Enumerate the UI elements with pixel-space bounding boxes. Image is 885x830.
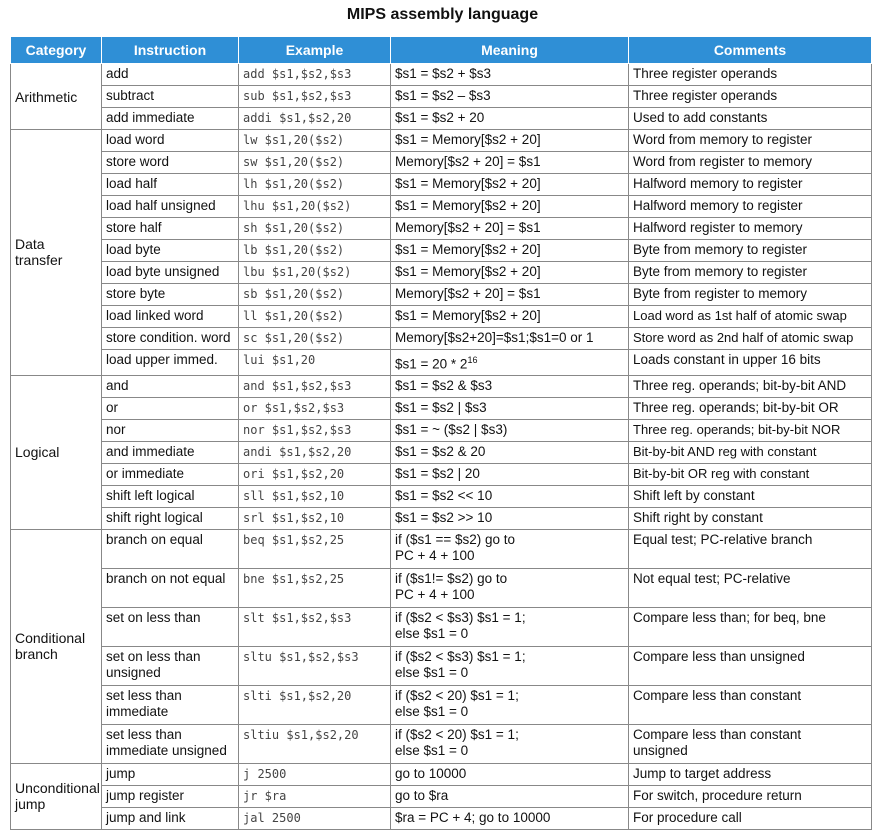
table-row	[11, 196, 872, 218]
example-cell: and $s1,$s2,$s3	[239, 375, 391, 397]
example-cell: sltiu $s1,$s2,20	[239, 724, 391, 763]
comment-cell: Halfword memory to register	[629, 196, 872, 218]
category-cell: Logical	[11, 375, 102, 529]
meaning-cell: Memory[$s2 + 20] = $s1	[391, 284, 629, 306]
meaning-cell: Memory[$s2+20]=$s1;$s1=0 or 1	[391, 328, 629, 350]
instruction-cell: subtract	[102, 86, 239, 108]
meaning-cell: $s1 = $s2 << 10	[391, 485, 629, 507]
example-cell: sh $s1,20($s2)	[239, 218, 391, 240]
table-row	[11, 646, 872, 685]
meaning-text: $s1 = 20 * 2	[395, 356, 468, 372]
comment-cell: Compare less than; for beq, bne	[629, 607, 872, 646]
example-cell: j 2500	[239, 763, 391, 785]
meaning-cell: $s1 = $s2 & 20	[391, 441, 629, 463]
comment-cell: Three register operands	[629, 86, 872, 108]
meaning-cell	[391, 350, 629, 376]
header-meaning: Meaning	[391, 37, 629, 64]
instruction-cell: load word	[102, 130, 239, 152]
comment-cell: Three reg. operands; bit-by-bit OR	[629, 397, 872, 419]
category-cell: Arithmetic	[11, 64, 102, 130]
meaning-cell: $s1 = $s2 – $s3	[391, 86, 629, 108]
header-category: Category	[11, 37, 102, 64]
table-row	[11, 463, 872, 485]
example-cell: jal 2500	[239, 807, 391, 829]
table-body	[11, 64, 872, 830]
table-row	[11, 350, 872, 376]
comment-cell: Compare less than unsigned	[629, 646, 872, 685]
comment-cell: Compare less than constant	[629, 685, 872, 724]
example-cell: andi $s1,$s2,20	[239, 441, 391, 463]
comment-cell: Used to add constants	[629, 108, 872, 130]
example-cell: sltu $s1,$s2,$s3	[239, 646, 391, 685]
comment-cell: Bit-by-bit OR reg with constant	[629, 463, 872, 485]
instruction-cell: shift left logical	[102, 485, 239, 507]
example-cell: lh $s1,20($s2)	[239, 174, 391, 196]
table-row	[11, 397, 872, 419]
instruction-cell: nor	[102, 419, 239, 441]
table-row	[11, 86, 872, 108]
mips-instruction-table	[10, 36, 872, 830]
table-row	[11, 419, 872, 441]
instruction-cell: and immediate	[102, 441, 239, 463]
example-cell: sw $s1,20($s2)	[239, 152, 391, 174]
meaning-cell: $s1 = Memory[$s2 + 20]	[391, 196, 629, 218]
instruction-cell: load half unsigned	[102, 196, 239, 218]
comment-cell: Load word as 1st half of atomic swap	[629, 306, 872, 328]
example-cell: bne $s1,$s2,25	[239, 568, 391, 607]
comment-cell: Store word as 2nd half of atomic swap	[629, 328, 872, 350]
meaning-cell: go to $ra	[391, 785, 629, 807]
example-cell: nor $s1,$s2,$s3	[239, 419, 391, 441]
example-cell: sll $s1,$s2,10	[239, 485, 391, 507]
comment-cell: Shift left by constant	[629, 485, 872, 507]
comment-cell: Byte from memory to register	[629, 240, 872, 262]
comment-cell: Bit-by-bit AND reg with constant	[629, 441, 872, 463]
comment-cell: Word from register to memory	[629, 152, 872, 174]
table-row	[11, 218, 872, 240]
meaning-cell: $s1 = Memory[$s2 + 20]	[391, 174, 629, 196]
instruction-cell: store half	[102, 218, 239, 240]
instruction-cell: jump register	[102, 785, 239, 807]
example-cell: sb $s1,20($s2)	[239, 284, 391, 306]
instruction-cell: branch on equal	[102, 529, 239, 568]
comment-cell: Equal test; PC-relative branch	[629, 529, 872, 568]
table-row	[11, 152, 872, 174]
comment-cell: Not equal test; PC-relative	[629, 568, 872, 607]
instruction-cell: load upper immed.	[102, 350, 239, 376]
instruction-cell: shift right logical	[102, 507, 239, 529]
comment-cell: Byte from memory to register	[629, 262, 872, 284]
table-row	[11, 724, 872, 763]
meaning-cell: $s1 = Memory[$s2 + 20]	[391, 240, 629, 262]
meaning-cell: $s1 = Memory[$s2 + 20]	[391, 262, 629, 284]
comment-cell: Byte from register to memory	[629, 284, 872, 306]
instruction-cell: store condition. word	[102, 328, 239, 350]
instruction-cell: jump and link	[102, 807, 239, 829]
table-row	[11, 174, 872, 196]
table-row	[11, 441, 872, 463]
table-row	[11, 785, 872, 807]
category-cell: Conditional branch	[11, 529, 102, 763]
meaning-cell: $s1 = $s2 & $s3	[391, 375, 629, 397]
table-row	[11, 507, 872, 529]
example-cell: slti $s1,$s2,20	[239, 685, 391, 724]
comment-cell: Halfword register to memory	[629, 218, 872, 240]
example-cell: beq $s1,$s2,25	[239, 529, 391, 568]
instruction-cell: and	[102, 375, 239, 397]
instruction-cell: set less than immediate	[102, 685, 239, 724]
instruction-cell: add immediate	[102, 108, 239, 130]
header-example: Example	[239, 37, 391, 64]
example-cell: srl $s1,$s2,10	[239, 507, 391, 529]
comment-cell: Loads constant in upper 16 bits	[629, 350, 872, 376]
header-instruction: Instruction	[102, 37, 239, 64]
meaning-cell: Memory[$s2 + 20] = $s1	[391, 218, 629, 240]
example-cell: jr $ra	[239, 785, 391, 807]
table-row	[11, 328, 872, 350]
table-row	[11, 485, 872, 507]
instruction-cell: set less than immediate unsigned	[102, 724, 239, 763]
comment-cell: Three reg. operands; bit-by-bit NOR	[629, 419, 872, 441]
comment-cell: Halfword memory to register	[629, 174, 872, 196]
meaning-cell: if ($s2 < 20) $s1 = 1; else $s1 = 0	[391, 685, 629, 724]
table-row	[11, 568, 872, 607]
example-cell: or $s1,$s2,$s3	[239, 397, 391, 419]
meaning-cell: $s1 = Memory[$s2 + 20]	[391, 130, 629, 152]
meaning-cell: if ($s1!= $s2) go to PC + 4 + 100	[391, 568, 629, 607]
table-row	[11, 262, 872, 284]
table-row	[11, 375, 872, 397]
instruction-cell: load linked word	[102, 306, 239, 328]
comment-cell: Three register operands	[629, 64, 872, 86]
meaning-cell: $s1 = $s2 + 20	[391, 108, 629, 130]
example-cell: lui $s1,20	[239, 350, 391, 376]
instruction-cell: load byte	[102, 240, 239, 262]
meaning-cell: if ($s1 == $s2) go to PC + 4 + 100	[391, 529, 629, 568]
header-row	[11, 37, 872, 64]
example-cell: lbu $s1,20($s2)	[239, 262, 391, 284]
meaning-cell: if ($s2 < $s3) $s1 = 1; else $s1 = 0	[391, 607, 629, 646]
comment-cell: For switch, procedure return	[629, 785, 872, 807]
table-row	[11, 529, 872, 568]
table-row	[11, 807, 872, 829]
meaning-cell: Memory[$s2 + 20] = $s1	[391, 152, 629, 174]
comment-cell: Shift right by constant	[629, 507, 872, 529]
table-row	[11, 284, 872, 306]
instruction-cell: load half	[102, 174, 239, 196]
comment-cell: Jump to target address	[629, 763, 872, 785]
comment-cell: Word from memory to register	[629, 130, 872, 152]
example-cell: sub $s1,$s2,$s3	[239, 86, 391, 108]
meaning-cell: if ($s2 < 20) $s1 = 1; else $s1 = 0	[391, 724, 629, 763]
table-row	[11, 685, 872, 724]
comment-cell: For procedure call	[629, 807, 872, 829]
meaning-cell: $s1 = $s2 | 20	[391, 463, 629, 485]
table-row	[11, 763, 872, 785]
instruction-cell: add	[102, 64, 239, 86]
instruction-cell: or immediate	[102, 463, 239, 485]
comment-cell: Compare less than constant unsigned	[629, 724, 872, 763]
example-cell: addi $s1,$s2,20	[239, 108, 391, 130]
example-cell: add $s1,$s2,$s3	[239, 64, 391, 86]
table-row	[11, 607, 872, 646]
meaning-cell: $s1 = Memory[$s2 + 20]	[391, 306, 629, 328]
category-cell: Unconditional jump	[11, 763, 102, 829]
table-row	[11, 306, 872, 328]
header-comments: Comments	[629, 37, 872, 64]
example-cell: ll $s1,20($s2)	[239, 306, 391, 328]
meaning-exponent: 16	[467, 355, 478, 365]
example-cell: ori $s1,$s2,20	[239, 463, 391, 485]
meaning-cell: $s1 = ~ ($s2 | $s3)	[391, 419, 629, 441]
instruction-cell: or	[102, 397, 239, 419]
example-cell: lb $s1,20($s2)	[239, 240, 391, 262]
table-row	[11, 130, 872, 152]
table-row	[11, 240, 872, 262]
meaning-cell: $s1 = $s2 | $s3	[391, 397, 629, 419]
meaning-cell: $s1 = $s2 + $s3	[391, 64, 629, 86]
instruction-cell: jump	[102, 763, 239, 785]
category-cell: Data transfer	[11, 130, 102, 376]
example-cell: lw $s1,20($s2)	[239, 130, 391, 152]
instruction-cell: set on less than unsigned	[102, 646, 239, 685]
example-cell: slt $s1,$s2,$s3	[239, 607, 391, 646]
comment-cell: Three reg. operands; bit-by-bit AND	[629, 375, 872, 397]
table-row	[11, 108, 872, 130]
instruction-cell: load byte unsigned	[102, 262, 239, 284]
instruction-cell: store byte	[102, 284, 239, 306]
table-row	[11, 64, 872, 86]
instruction-cell: branch on not equal	[102, 568, 239, 607]
meaning-cell: $ra = PC + 4; go to 10000	[391, 807, 629, 829]
instruction-cell: set on less than	[102, 607, 239, 646]
page-title: MIPS assembly language	[346, 6, 539, 23]
example-cell: sc $s1,20($s2)	[239, 328, 391, 350]
meaning-cell: if ($s2 < $s3) $s1 = 1; else $s1 = 0	[391, 646, 629, 685]
meaning-cell: go to 10000	[391, 763, 629, 785]
instruction-cell: store word	[102, 152, 239, 174]
example-cell: lhu $s1,20($s2)	[239, 196, 391, 218]
meaning-cell: $s1 = $s2 >> 10	[391, 507, 629, 529]
